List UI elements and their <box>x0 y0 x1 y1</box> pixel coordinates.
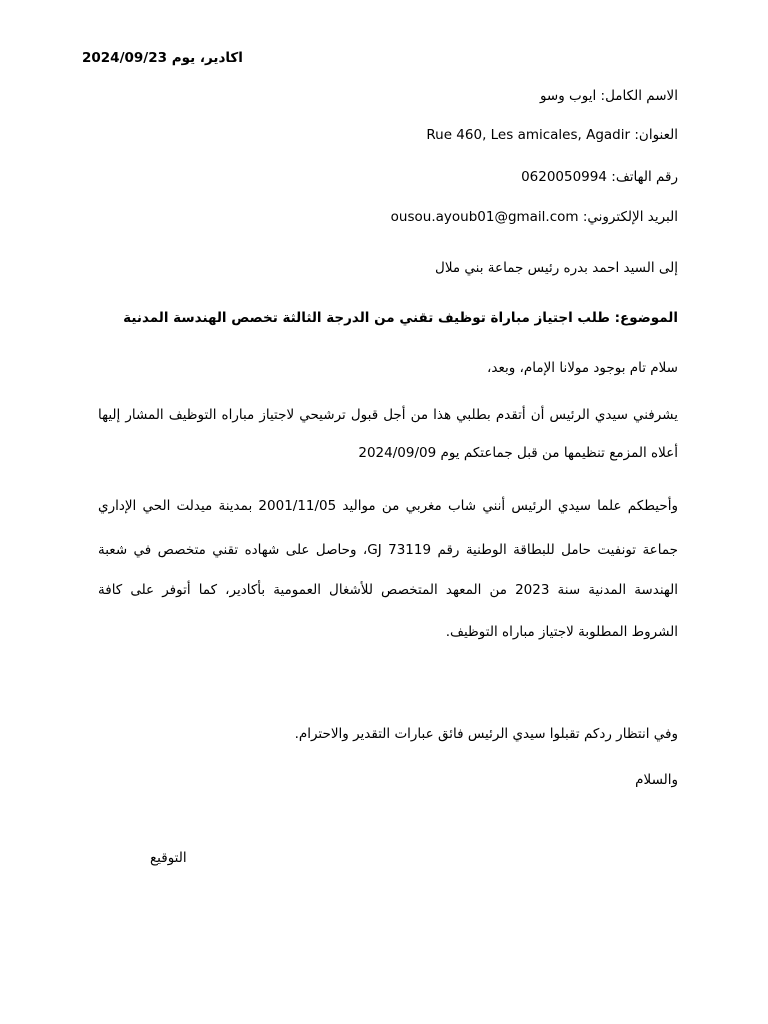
date-line: اكادير، يوم 2024/09/23 <box>82 50 243 66</box>
salutation-line: والسلام <box>635 772 678 788</box>
address-value: Rue 460, Les amicales, Agadir <box>426 127 631 143</box>
paragraph2-line2: جماعة تونفيت حامل للبطاقة الوطنية رقم GJ 73119، وحاصل على شهاده تقني متخصص في شعبة <box>98 542 678 558</box>
closing-line: وفي انتظار ردكم تقبلوا سيدي الرئيس فائق عبارات التقدير والاحترام. <box>294 726 678 742</box>
address-line <box>426 125 678 145</box>
recipient-line: إلى السيد احمد بدره رئيس جماعة بني ملال <box>435 260 678 276</box>
paragraph2-line4: الشروط المطلوبة لاجتياز مباراه التوظيف. <box>445 624 678 640</box>
phone-value: 0620050994 <box>521 169 607 185</box>
email-value: ousou.ayoub01@gmail.com <box>390 209 579 225</box>
phone-line <box>521 167 678 187</box>
paragraph2-line1: وأحيطكم علما سيدي الرئيس أنني شاب مغربي من مواليد 2001/11/05 بمدينة ميدلت الحي الإداري <box>98 498 678 514</box>
paragraph1-line2: أعلاه المزمع تنظيمها من قبل جماعتكم يوم 2024/09/09 <box>358 445 678 461</box>
greeting-line: سلام تام بوجود مولانا الإمام، وبعد، <box>487 360 678 376</box>
phone-label: رقم الهاتف: <box>611 169 678 185</box>
paragraph2-line3: الهندسة المدنية سنة 2023 من المعهد المتخصص للأشغال العمومية بأكادير، كما أتوفر على كافة <box>98 582 678 598</box>
email-label: البريد الإلكتروني: <box>582 209 678 225</box>
subject-line: الموضوع: طلب اجتياز مباراة توظيف تقني من الدرجة الثالثة تخصص الهندسة المدنية <box>123 310 678 326</box>
email-line <box>391 207 678 227</box>
paragraph1-line1: يشرفني سيدي الرئيس أن أتقدم بطلبي هذا من أجل قبول ترشيحي لاجتياز مباراه التوظيف المشار إليها <box>98 407 678 423</box>
address-label: العنوان: <box>634 127 678 143</box>
signature-label: التوقيع <box>150 850 187 866</box>
full-name-line: الاسم الكامل: ايوب وسو <box>539 88 678 104</box>
